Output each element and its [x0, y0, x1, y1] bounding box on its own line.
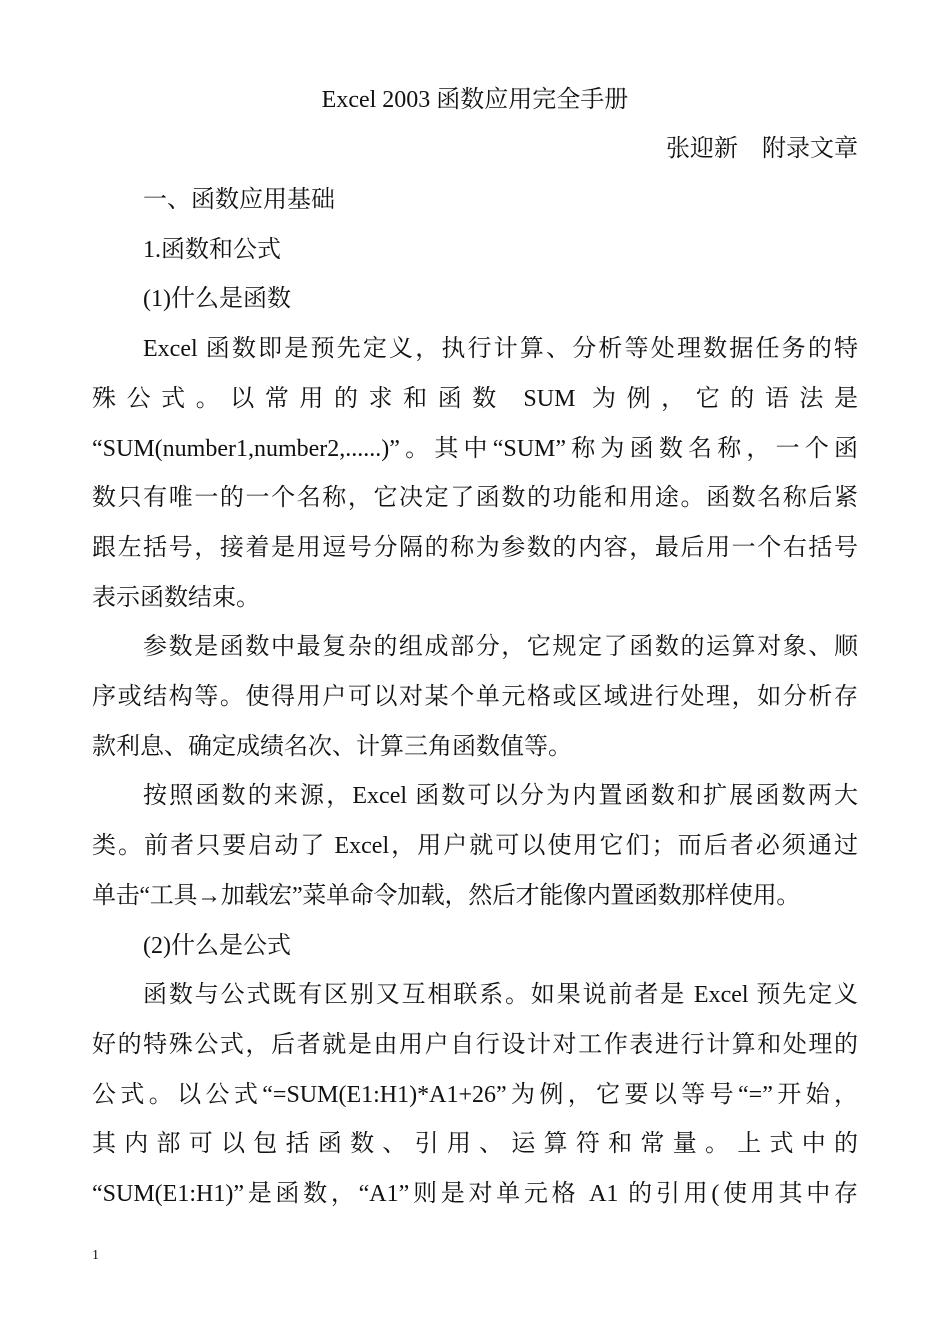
paragraph-line: Excel 函数即是预先定义，执行计算、分析等处理数据任务的特 — [143, 336, 858, 363]
paragraph-line: 参数是函数中最复杂的组成部分，它规定了函数的运算对象、顺 — [143, 634, 858, 661]
paragraph-line: 序或结构等。使得用户可以对某个单元格或区域进行处理，如分析存 — [92, 684, 858, 711]
paragraph-function-definition — [92, 325, 858, 623]
subsection-heading-functions-formulas: 1.函数和公式 — [143, 236, 281, 263]
section-heading-basics: 一、函数应用基础 — [143, 187, 335, 213]
paragraph-line: 款利息、确定成绩名次、计算三角函数值等。 — [92, 733, 572, 760]
author-line: 张迎新 附录文章 — [666, 136, 858, 162]
paragraph-line: 单击“工具→加载宏”菜单命令加载，然后才能像内置函数那样使用。 — [92, 882, 801, 909]
document-body — [92, 176, 858, 1220]
page-number: 1 — [92, 1248, 99, 1263]
paragraph-line: 好的特殊公式，后者就是由用户自行设计对工作表进行计算和处理的 — [92, 1031, 858, 1058]
paragraph-line: 跟左括号，接着是用逗号分隔的称为参数的内容，最后用一个右括号 — [92, 534, 858, 561]
paragraph-line: 殊公式。以常用的求和函数 SUM 为例，它的语法是 — [92, 385, 858, 412]
paragraph-formula-definition — [92, 971, 858, 1220]
paragraph-function-sources — [92, 772, 858, 921]
paragraph-line: 公式。以公式“=SUM(E1:H1)*A1+26”为例，它要以等号“=”开始， — [92, 1081, 858, 1108]
paragraph-line: 数只有唯一的一个名称，它决定了函数的功能和用途。函数名称后紧 — [92, 485, 858, 512]
subsection-heading-what-is-formula: (2)什么是公式 — [143, 932, 291, 959]
paragraph-line: 表示函数结束。 — [92, 584, 260, 611]
paragraph-line: “SUM(number1,number2,......)”。其中“SUM”称为函数名称，一个函 — [92, 435, 858, 462]
paragraph-line: “SUM(E1:H1)”是函数，“A1”则是对单元格 A1 的引用(使用其中存 — [92, 1181, 858, 1208]
paragraph-line: 按照函数的来源，Excel 函数可以分为内置函数和扩展函数两大 — [143, 783, 858, 810]
subsection-heading-what-is-function: (1)什么是函数 — [143, 286, 291, 313]
paragraph-line: 类。前者只要启动了 Excel，用户就可以使用它们；而后者必须通过 — [92, 833, 858, 860]
paragraph-line: 函数与公式既有区别又互相联系。如果说前者是 Excel 预先定义 — [143, 982, 858, 1009]
paragraph-line: 其内部可以包括函数、引用、运算符和常量。上式中的 — [92, 1131, 858, 1158]
document-title: Excel 2003 函数应用完全手册 — [321, 87, 629, 113]
paragraph-arguments — [92, 623, 858, 772]
